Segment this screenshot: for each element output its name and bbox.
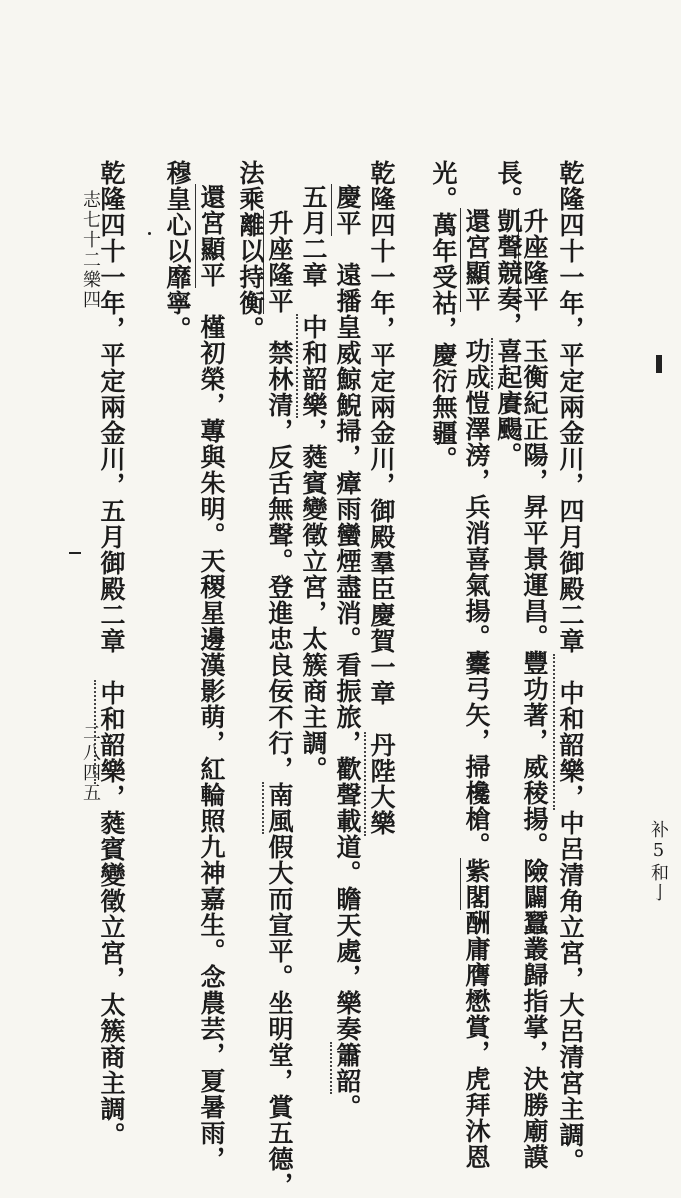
page-number: 二八四五 (80, 723, 101, 803)
text-column-8: 慶平 遠播皇威鯨鯢掃，瘴雨蠻煙盡消。看振旅，歡聲載道。瞻天處，樂奏簫韶。 (334, 184, 361, 1120)
dash-mark (69, 552, 81, 554)
text-column-1: 乾隆四十一年，平定兩金川，四月御殿二章 中和韶樂，中呂清角立宮，大呂清宮主調。 (557, 160, 584, 1174)
dot-mark (148, 232, 151, 235)
text-column-9: 五月二章 中和韶樂，蕤賓變徵立宮，太簇商主調。 (300, 184, 327, 782)
text-column-7: 乾隆四十一年，平定兩金川，御殿羣臣慶賀一章 丹陛大樂 (368, 160, 395, 836)
text-column-13: 穆皇心以靡寧。 (163, 160, 192, 342)
text-column-11: 法乘離以持衡。 (236, 160, 265, 342)
running-head-chapter: 志七十二 (80, 190, 101, 270)
top-corner-mark (656, 355, 662, 373)
text-column-10: 升座隆平 禁林清，反舌無聲。登進忠良佞不行，南風假大而宣平。坐明堂，賞五德， (266, 210, 293, 1198)
text-column-2: 升座隆平 玉衡紀正陽，昇平景運昌。豐功著，威稜揚。險闢蠶叢歸指掌，決勝廟謨 (520, 208, 549, 1170)
margin-note: 补5和亅 (648, 820, 669, 903)
text-column-6: 光。萬年受祜，慶衍無疆。 (429, 160, 458, 472)
text-column-5: 還宮顯平 功成愷澤滂，兵消喜氣揚。櫜弓矢，掃欃槍。紫閣酬庸膺懋賞，虎拜沐恩 (462, 208, 491, 1170)
text-column-4: 凱聲競奏，喜起賡颺。 (495, 208, 522, 468)
text-column-3: 長。 (494, 160, 523, 212)
text-column-12: 還宮顯平 槿初榮，蓴與朱明。天稷星邊漢影萌，紅輪照九神嘉生。念農芸，夏暑雨， (197, 184, 226, 1172)
text-column-14: 乾隆四十一年，平定兩金川，五月御殿二章 中和韶樂，蕤賓變徵立宮，太簇商主調。 (98, 160, 125, 1148)
running-head-section: 樂四 (80, 270, 101, 310)
